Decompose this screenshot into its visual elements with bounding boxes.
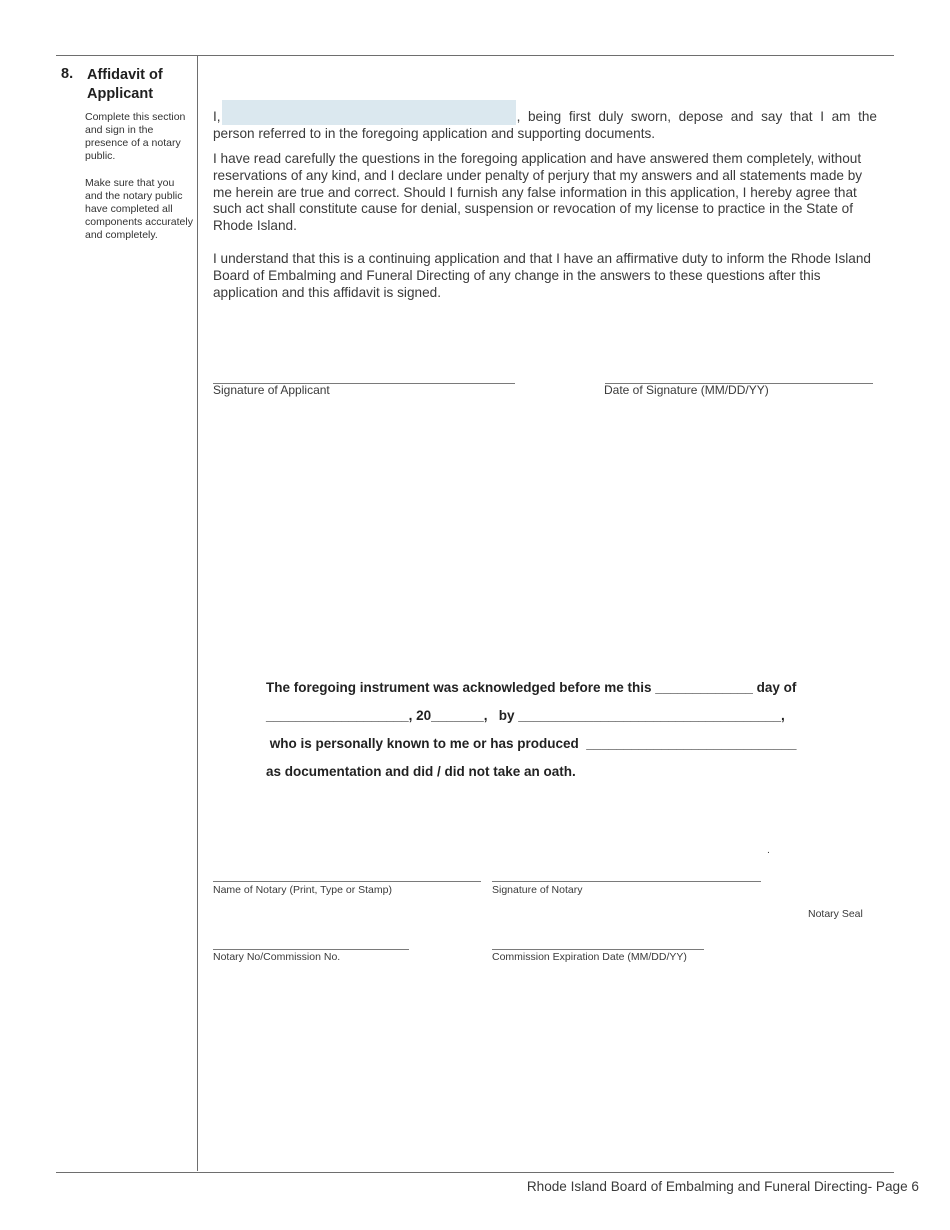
commission-number-label: Notary No/Commission No.: [213, 951, 341, 963]
notary-signature-line[interactable]: [492, 881, 761, 882]
affidavit-after-name: , being first duly sworn, depose and say that I am the: [516, 109, 877, 125]
section-title: Affidavit of Applicant: [87, 67, 163, 102]
instruction-note: Complete this section and sign in the presence of a notary public.: [85, 111, 186, 162]
column-divider: [197, 56, 198, 1171]
commission-number-line[interactable]: [213, 949, 409, 950]
applicant-name-field[interactable]: [222, 100, 516, 125]
applicant-signature-label: Signature of Applicant: [213, 383, 330, 397]
section-number: 8.: [61, 66, 74, 82]
notary-statement-line: who is personally known to me or has produced ____________________________: [266, 736, 797, 751]
notary-signature-label: Signature of Notary: [492, 884, 583, 896]
top-rule: [56, 55, 894, 56]
notary-name-line[interactable]: [213, 881, 481, 882]
seal-dot: .: [767, 844, 770, 856]
affidavit-prefix: I,: [213, 109, 221, 125]
notary-statement-line: as documentation and did / did not take an oath.: [266, 764, 576, 779]
affidavit-paragraph-3: I understand that this is a continuing application and that I have an affirmative duty to inform the Rhode Island Board of Embalming and Funeral Directing of any change in the answers to these questions after this application and this affidavit is signed.: [213, 251, 871, 300]
page-footer: Rhode Island Board of Embalming and Funeral Directing- Page 6: [526, 1179, 919, 1194]
affidavit-paragraph-2: I have read carefully the questions in the foregoing application and have answered them completely, without reservations of any kind, and I declare under penalty of perjury that my answers and all statements made by me herein are true and correct. Should I furnish any false information in this application, I hereby agree that such act shall constitute cause for denial, suspension or revocation of my license to practice in the State of Rhode Island.: [213, 151, 863, 234]
notary-seal-label: Notary Seal: [808, 908, 863, 920]
signature-date-label: Date of Signature (MM/DD/YY): [604, 383, 769, 397]
bottom-rule: [56, 1172, 894, 1173]
commission-expiration-line[interactable]: [492, 949, 704, 950]
notary-statement-line: ___________________, 20_______, by ___________________________________,: [266, 708, 785, 723]
affidavit-line2: person referred to in the foregoing application and supporting documents.: [213, 126, 656, 141]
instruction-note: Make sure that you and the notary public have completed all components accurately and completely.: [85, 177, 193, 241]
affidavit-opening: [213, 101, 877, 143]
notary-name-label: Name of Notary (Print, Type or Stamp): [213, 884, 392, 896]
notary-statement-line: The foregoing instrument was acknowledged before me this _____________ day of: [266, 680, 797, 695]
commission-expiration-label: Commission Expiration Date (MM/DD/YY): [492, 951, 687, 963]
